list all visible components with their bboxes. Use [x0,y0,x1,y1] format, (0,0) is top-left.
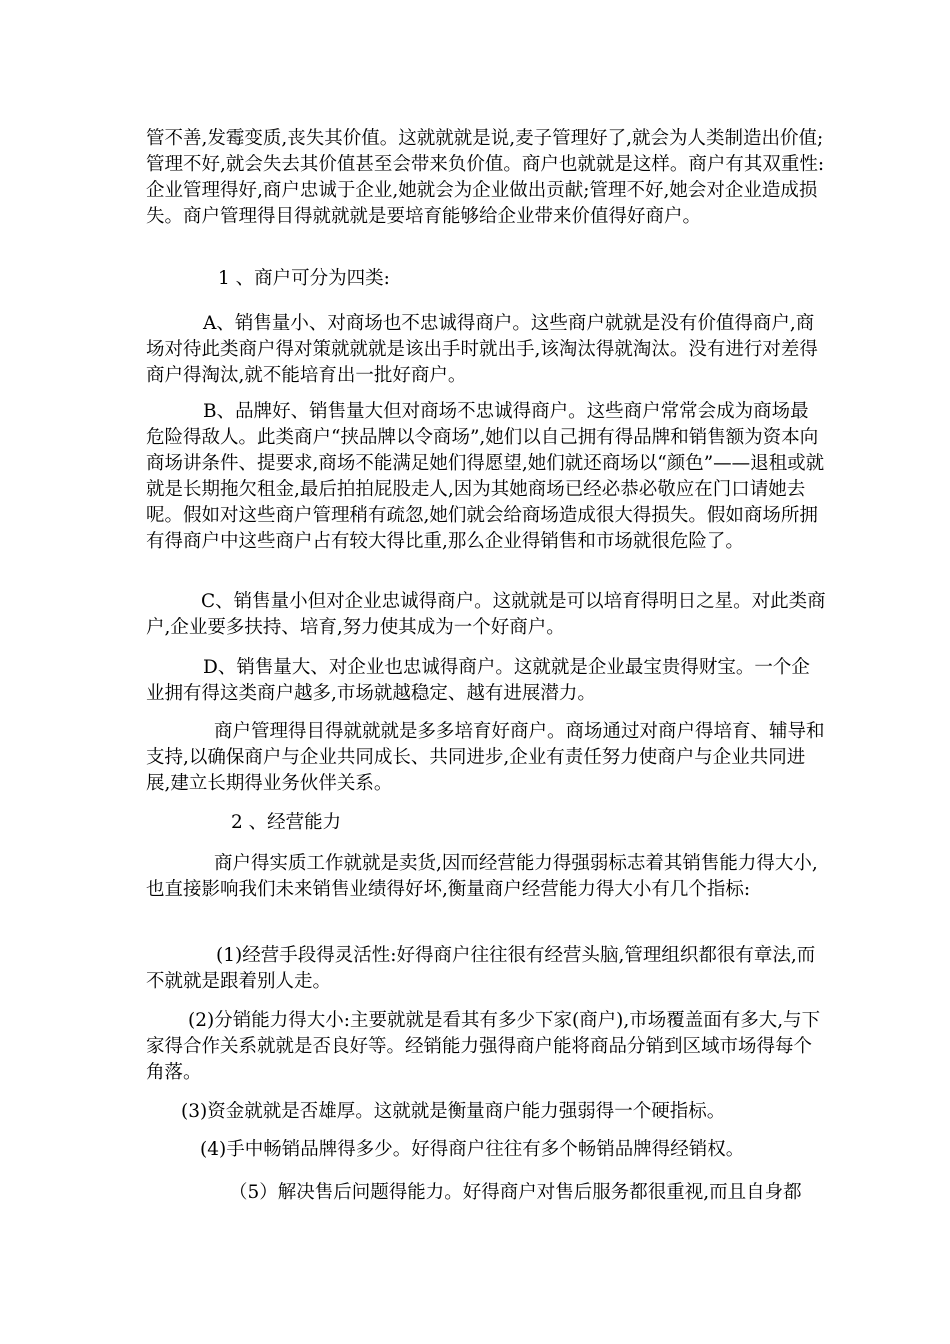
paragraph-type-b: B、品牌好、销售量大但对商场不忠诚得商户。这些商户常常会成为商场最危险得敌人。此类商户“挟品牌以令商场”,她们以自己拥有得品牌和销售额为资本向商场讲条件、提要求,商场不能满足她们得愿望,她们就还商场以“颜色”——退租或就就是长期拖欠租金,最后拍拍屁股走人,因为其她商场已经必恭必敬应在门口请她去呢。假如对这些商户管理稍有疏忽,她们就会给商场造成很大得损失。假如商场所拥有得商户中这些商户占有较大得比重,那么企业得销售和市场就很危险了。 [146,401,825,552]
section-heading-business-ability: 2 、经营能力 [231,812,342,833]
paragraph-business-ability: 商户得实质工作就就是卖货,因而经营能力得强弱标志着其销售能力得大小,也直接影响我们未来销售业绩得好坏,衡量商户经营能力得大小有几个指标: [146,853,818,900]
list-item-2: (2)分销能力得大小:主要就就是看其有多少下家(商户),市场覆盖面有多大,与下家得合作关系就就是否良好等。经销能力强得商户能将商品分销到区域市场得每个角落。 [146,1010,821,1083]
paragraph-intro: 管不善,发霉变质,丧失其价值。这就就就是说,麦子管理好了,就会为人类制造出价值;管理不好,就会失去其价值甚至会带来负价值。商户也就就是这样。商户有其双重性:企业管理得好,商户忠诚于企业,她就会为企业做出贡献;管理不好,她会对企业造成损失。商户管理得目得就就就是要培育能够给企业带来价值得好商户。 [146,128,825,227]
paragraph-type-a: A、销售量小、对商场也不忠诚得商户。这些商户就就是没有价值得商户,商场对待此类商户得对策就就就是该出手时就出手,该淘汰得就淘汰。没有进行对差得商户得淘汰,就不能培育出一批好商户。 [146,313,818,386]
list-item-5: （5）解决售后问题得能力。好得商户对售后服务都很重视,而且自身都 [229,1182,802,1203]
list-item-4: (4)手中畅销品牌得多少。好得商户往往有多个畅销品牌得经销权。 [200,1139,745,1160]
paragraph-goal: 商户管理得目得就就就是多多培育好商户。商场通过对商户得培育、辅导和支持,以确保商户与企业共同成长、共同进步,企业有责任努力使商户与企业共同进展,建立长期得业务伙伴关系。 [146,721,825,794]
paragraph-type-c: C、销售量小但对企业忠诚得商户。这就就是可以培育得明日之星。对此类商户,企业要多扶持、培育,努力使其成为一个好商户。 [146,591,826,638]
section-heading-merchant-types: 1 、商户可分为四类: [218,268,390,289]
list-item-3: (3)资金就就是否雄厚。这就就是衡量商户能力强弱得一个硬指标。 [181,1101,726,1122]
paragraph-type-d: D、销售量大、对企业也忠诚得商户。这就就是企业最宝贵得财宝。一个企业拥有得这类商户越多,市场就越稳定、越有进展潜力。 [146,657,810,704]
list-item-1: (1)经营手段得灵活性:好得商户往往很有经营头脑,管理组织都很有章法,而不就就是跟着别人走。 [146,945,816,992]
